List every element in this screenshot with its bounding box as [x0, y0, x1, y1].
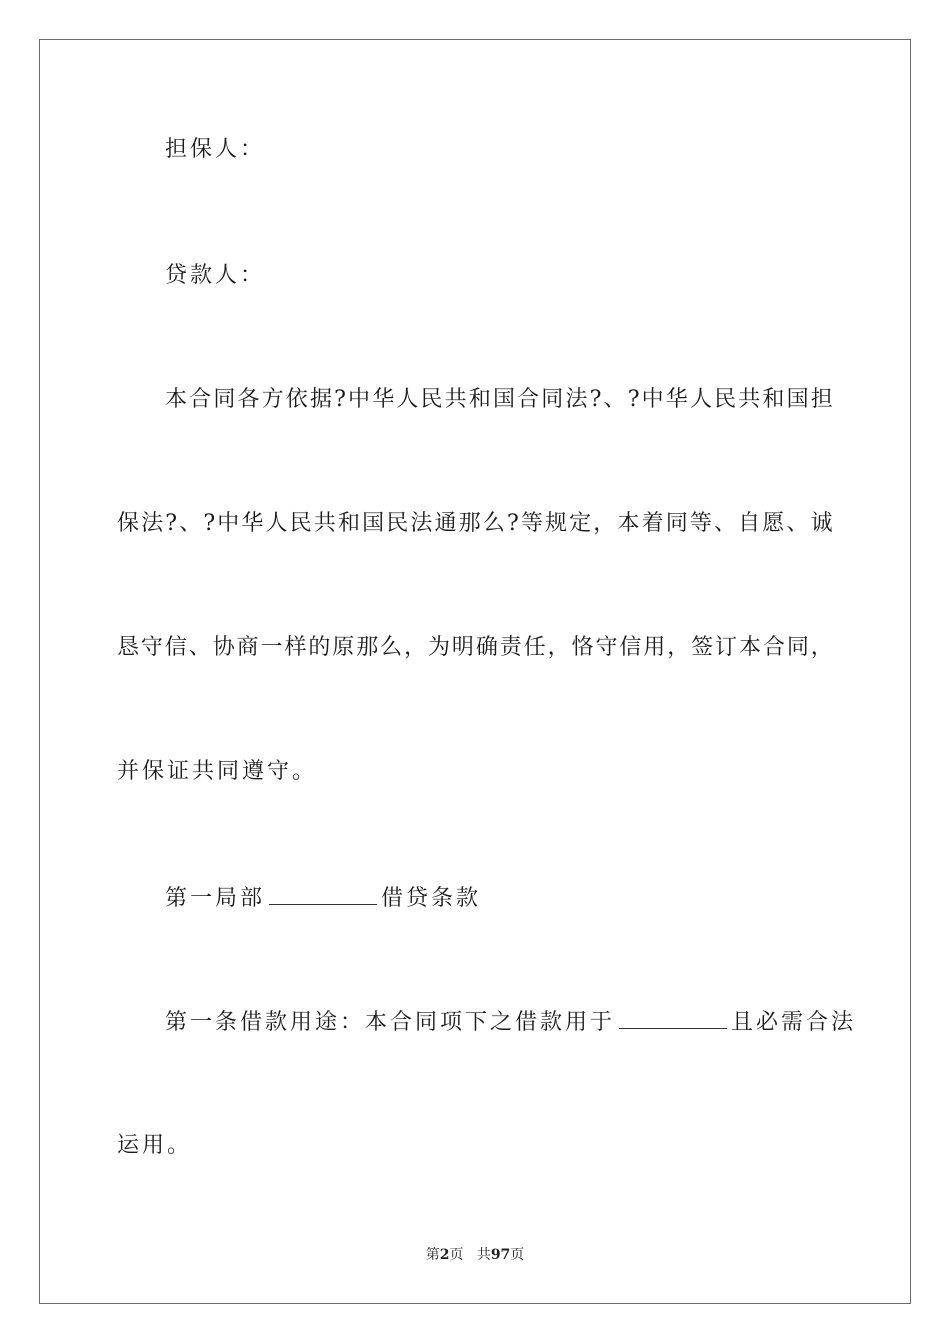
glyph: ?: [334, 387, 346, 412]
glyph: 自: [738, 511, 761, 536]
glyph: 明: [451, 635, 474, 660]
glyph: 通: [434, 511, 457, 536]
glyph: ，: [667, 635, 690, 660]
glyph: 恪: [571, 635, 594, 660]
glyph: 和: [337, 511, 360, 536]
glyph: 同: [213, 387, 236, 412]
footer-page-prefix: 第: [425, 1247, 440, 1263]
glyph: 为: [427, 635, 450, 660]
glyph: 同: [786, 635, 809, 660]
glyph: ?: [203, 511, 216, 536]
glyph: 等: [520, 511, 543, 536]
glyph: 本: [617, 511, 640, 536]
paragraph1-line4: 并保证共同遵守。: [117, 759, 318, 784]
glyph: 法: [565, 387, 588, 412]
glyph: 合: [189, 387, 212, 412]
glyph: 国: [492, 387, 515, 412]
guarantor-label: 担保人：: [165, 137, 266, 162]
footer-total-suffix: 页: [510, 1247, 525, 1263]
glyph: 人: [396, 387, 419, 412]
glyph: 确: [475, 635, 498, 660]
glyph: 着: [641, 511, 664, 536]
glyph: 担: [810, 387, 833, 412]
glyph: 同: [541, 387, 564, 412]
glyph: 华: [241, 511, 264, 536]
glyph: 定: [569, 511, 592, 536]
glyph: 中: [641, 387, 664, 412]
glyph: 共: [444, 387, 467, 412]
glyph: 人: [689, 387, 712, 412]
glyph: 中: [348, 387, 371, 412]
glyph: 规: [545, 511, 568, 536]
footer-total-pages: 97: [490, 1247, 511, 1263]
glyph: 一: [260, 635, 283, 660]
glyph: 法: [410, 511, 433, 536]
glyph: 、: [179, 511, 202, 536]
glyph: ?: [165, 511, 178, 536]
glyph: 、: [188, 635, 211, 660]
paragraph1-line2: [117, 510, 833, 538]
glyph: 本: [738, 635, 761, 660]
glyph: 方: [261, 387, 284, 412]
glyph: 保: [117, 511, 140, 536]
fill-in-blank[interactable]: [619, 1008, 727, 1029]
glyph: 守: [140, 635, 163, 660]
glyph: 样: [284, 635, 307, 660]
glyph: 信: [619, 635, 642, 660]
section-heading-suffix: 借贷条款: [381, 886, 482, 911]
fill-in-blank[interactable]: [269, 884, 377, 905]
glyph: 依: [285, 387, 308, 412]
glyph: ，: [593, 511, 616, 536]
section-heading: [165, 884, 833, 913]
glyph: 民: [386, 511, 409, 536]
glyph: 商: [236, 635, 259, 660]
glyph: 协: [212, 635, 235, 660]
glyph: 用: [643, 635, 666, 660]
page-footer: [0, 1246, 950, 1264]
glyph: 和: [762, 387, 785, 412]
glyph: 和: [468, 387, 491, 412]
glyph: 签: [691, 635, 714, 660]
glyph: 本: [165, 387, 188, 412]
glyph: 华: [372, 387, 395, 412]
paragraph1-line3: [117, 634, 833, 662]
glyph: 的: [308, 635, 331, 660]
glyph: 法: [141, 511, 164, 536]
paragraph1-line1: [165, 386, 833, 414]
footer-page-suffix: 页: [449, 1247, 464, 1263]
glyph: 共: [313, 511, 336, 536]
glyph: 原: [332, 635, 355, 660]
glyph: 那: [458, 511, 481, 536]
glyph: ，: [404, 635, 427, 660]
glyph: 、: [603, 387, 626, 412]
glyph: ?: [589, 387, 602, 412]
footer-total-prefix: 共: [476, 1247, 491, 1263]
glyph: 信: [164, 635, 187, 660]
glyph: 么: [380, 635, 403, 660]
glyph: 民: [289, 511, 312, 536]
glyph: 恳: [117, 635, 140, 660]
glyph: 订: [715, 635, 738, 660]
glyph: 守: [595, 635, 618, 660]
article1-prefix: 第一条借款用途：本合同项下之借款用于: [165, 1010, 616, 1035]
glyph: 人: [265, 511, 288, 536]
glyph: 中: [217, 511, 240, 536]
glyph: ，: [547, 635, 570, 660]
glyph: 国: [786, 387, 809, 412]
article1-line1: [165, 1008, 857, 1037]
glyph: 、: [786, 511, 809, 536]
glyph: ?: [627, 387, 640, 412]
glyph: 那: [356, 635, 379, 660]
glyph: 等: [689, 511, 712, 536]
glyph: 愿: [762, 511, 785, 536]
glyph: 民: [714, 387, 737, 412]
glyph: ?: [506, 511, 519, 536]
glyph: 任: [523, 635, 546, 660]
glyph: 国: [362, 511, 385, 536]
glyph: 共: [738, 387, 761, 412]
glyph: 同: [665, 511, 688, 536]
article1-suffix: 且必需合法: [731, 1010, 857, 1035]
article1-line2: 运用。: [117, 1133, 193, 1158]
glyph: ，: [810, 635, 833, 660]
glyph: 、: [714, 511, 737, 536]
glyph: 么: [482, 511, 505, 536]
section-heading-prefix: 第一局部: [165, 886, 266, 911]
lender-label: 贷款人：: [165, 263, 266, 288]
glyph: 华: [665, 387, 688, 412]
glyph: 责: [499, 635, 522, 660]
glyph: 诚: [810, 511, 833, 536]
page-border: [39, 39, 911, 1304]
glyph: 民: [420, 387, 443, 412]
glyph: 各: [237, 387, 260, 412]
footer-page-number: 2: [439, 1247, 450, 1263]
glyph: 合: [762, 635, 785, 660]
glyph: 据: [309, 387, 332, 412]
glyph: 合: [517, 387, 540, 412]
